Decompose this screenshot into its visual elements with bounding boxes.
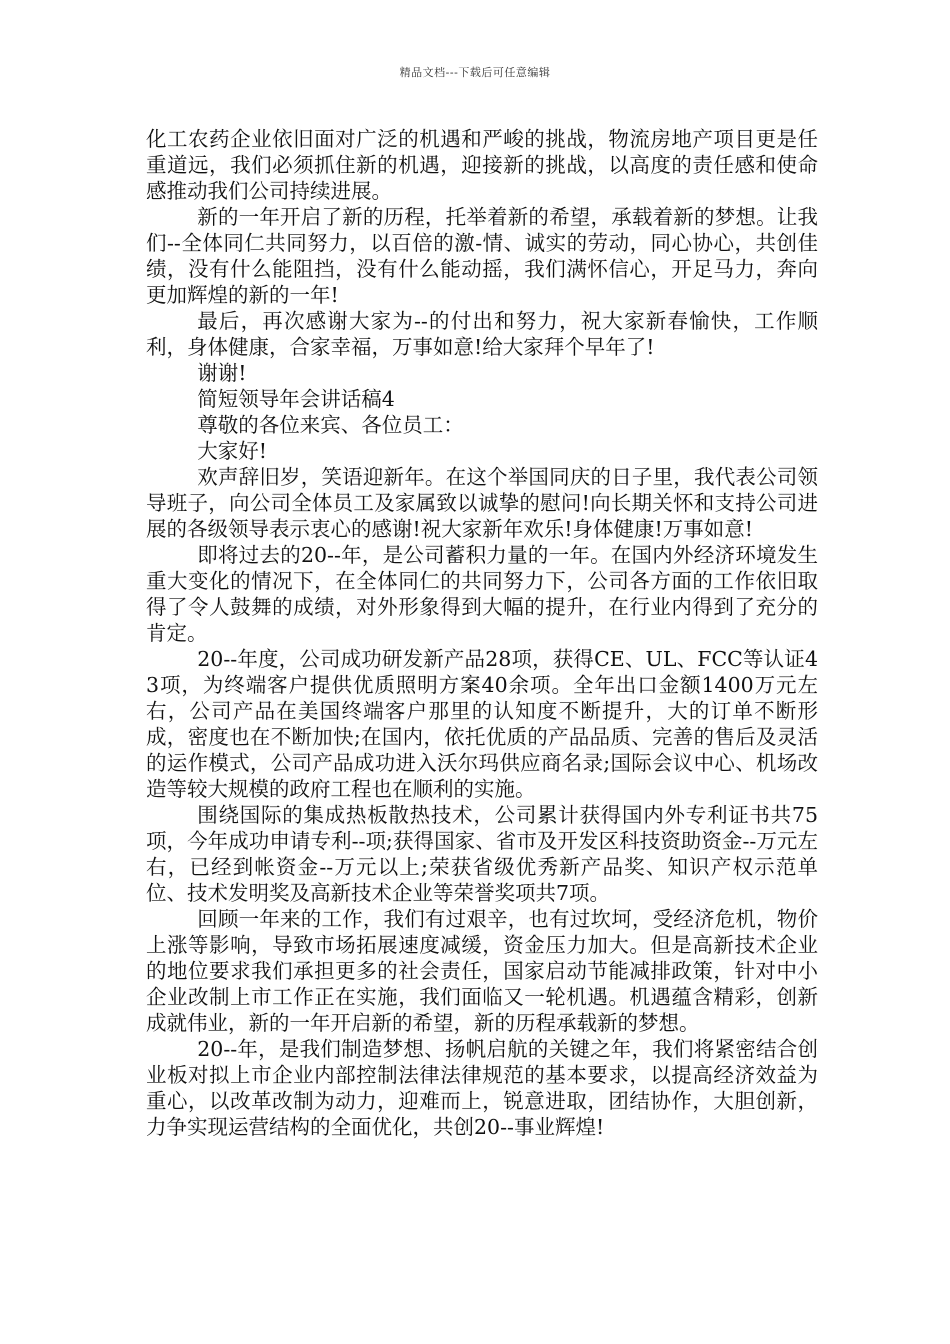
- salutation: 尊敬的各位来宾、各位员工：: [197, 413, 464, 437]
- paragraph-thanks: 谢谢!: [197, 361, 247, 385]
- document-body: [146, 126, 818, 1140]
- paragraph-11: 围绕国际的集成热板散热技术，公司累计获得国内外专利证书共75项，今年成功申请专利--项;获得国家、省市及开发区科技资助资金--万元左右，已经到帐资金--万元以上;荣获省级优秀新产品奖、知识产权示范单位、技术发明奖及高新技术企业等荣誉奖项共7项。: [146, 803, 818, 905]
- paragraph-13: 20--年，是我们制造梦想、扬帆启航的关键之年，我们将紧密结合创业板对拟上市企业内部控制法律法律规范的基本要求，以提高经济效益为重心，以改革改制为动力，迎难而上，锐意进取，团结协作，大胆创新，力争实现运营结构的全面优化，共创20--事业辉煌!: [146, 1037, 818, 1139]
- paragraph-12: 回顾一年来的工作，我们有过艰辛，也有过坎坷，受经济危机，物价上涨等影响，导致市场拓展速度减缓，资金压力加大。但是高新技术企业的地位要求我们承担更多的社会责任，国家启动节能减排政策，针对中小企业改制上市工作正在实施，我们面临又一轮机遇。机遇蕴含精彩，创新成就伟业，新的一年开启新的希望，新的历程承载新的梦想。: [146, 907, 818, 1035]
- greeting: 大家好!: [197, 439, 267, 463]
- paragraph-2: 新的一年开启了新的历程，托举着新的希望，承载着新的梦想。让我们--全体同仁共同努力，以百倍的激-情、诚实的劳动，同心协心，共创佳绩，没有什么能阻挡，没有什么能动摇，我们满怀信心，开足马力，奔向更加辉煌的新的一年!: [146, 205, 818, 307]
- paragraph-9: 即将过去的20--年，是公司蓄积力量的一年。在国内外经济环境发生重大变化的情况下，在全体同仁的共同努力下，公司各方面的工作依旧取得了令人鼓舞的成绩，对外形象得到大幅的提升，在行业内得到了充分的肯定。: [146, 543, 818, 645]
- section-title: 简短领导年会讲话稿4: [197, 387, 395, 411]
- page-header: 精品文档---下载后可任意编辑: [399, 66, 551, 79]
- paragraph-3: 最后，再次感谢大家为--的付出和努力，祝大家新春愉快，工作顺利，身体健康，合家幸福，万事如意!给大家拜个早年了!: [146, 309, 818, 359]
- paragraph-8: 欢声辞旧岁，笑语迎新年。在这个举国同庆的日子里，我代表公司领导班子，向公司全体员工及家属致以诚挚的慰问!向长期关怀和支持公司进展的各级领导表示衷心的感谢!祝大家新年欢乐!身体健康!万事如意!: [146, 465, 818, 541]
- paragraph-1: 化工农药企业依旧面对广泛的机遇和严峻的挑战，物流房地产项目更是任重道远，我们必须抓住新的机遇，迎接新的挑战，以高度的责任感和使命感推动我们公司持续进展。: [146, 127, 818, 203]
- paragraph-10: 20--年度，公司成功研发新产品28项，获得CE、UL、FCC等认证43项，为终端客户提供优质照明方案40余项。全年出口金额1400万元左右，公司产品在美国终端客户那里的认知度不断提升，大的订单不断形成，密度也在不断加快;在国内，依托优质的产品品质、完善的售后及灵活的运作模式，公司产品成功进入沃尔玛供应商名录;国际会议中心、机场改造等较大规模的政府工程也在顺利的实施。: [146, 647, 818, 801]
